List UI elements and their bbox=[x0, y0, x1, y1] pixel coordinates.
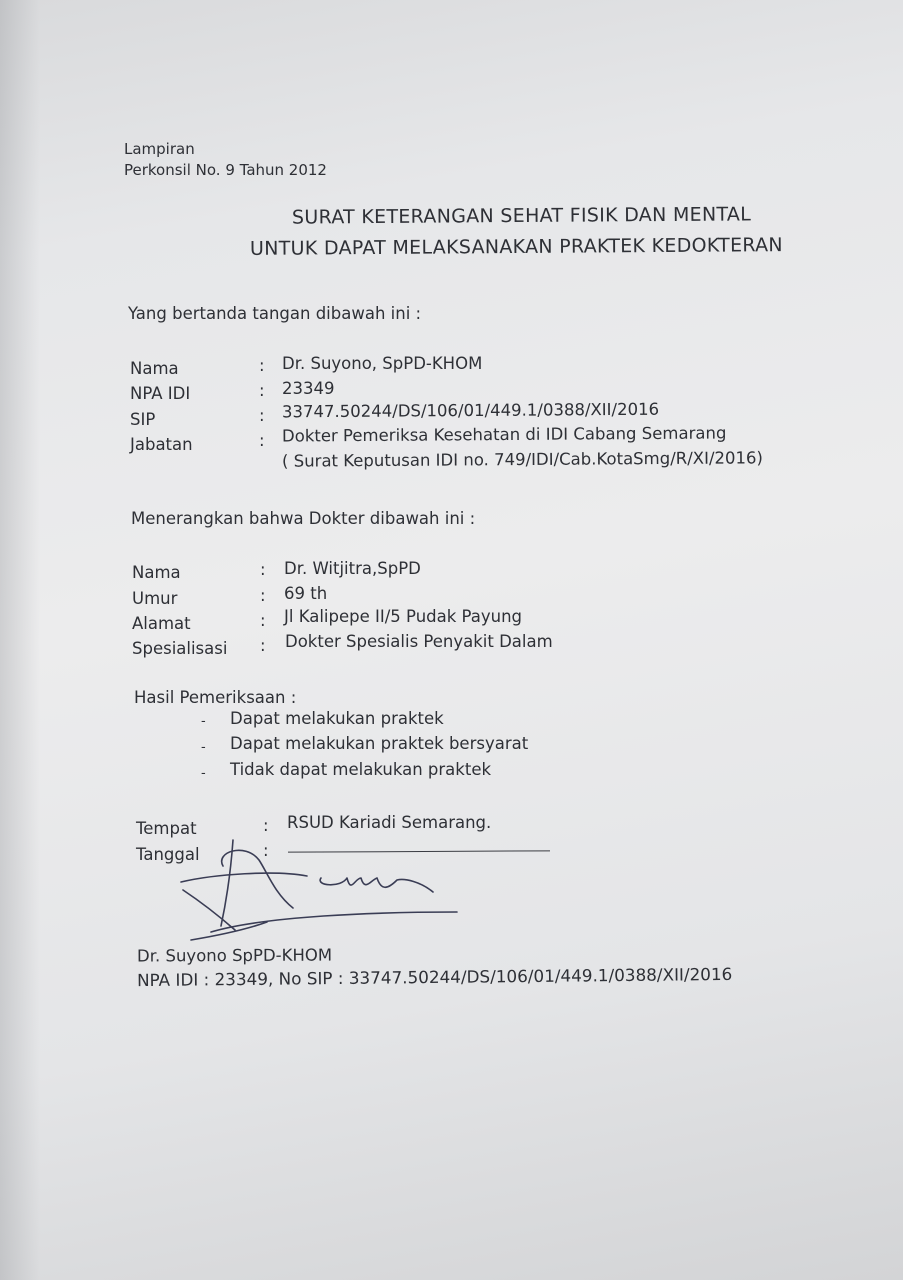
hasil-label: Hasil Pemeriksaan : bbox=[134, 688, 297, 707]
subject-alamat-colon: : bbox=[260, 611, 266, 630]
footer-signer-ids: NPA IDI : 23349, No SIP : 33747.50244/DS/106/01/449.1/0388/XII/2016 bbox=[136, 963, 733, 991]
tempat-colon: : bbox=[263, 816, 269, 835]
subject-umur-label: Umur bbox=[132, 589, 178, 608]
hasil-bullet: - bbox=[201, 714, 206, 729]
hasil-item: Dapat melakukan praktek bbox=[230, 709, 444, 728]
signer-npa-colon: : bbox=[259, 381, 265, 400]
subject-nama-value: Dr. Witjitra,SpPD bbox=[284, 559, 421, 578]
subject-spesialisasi-label: Spesialisasi bbox=[132, 639, 228, 658]
signer-nama-label: Nama bbox=[130, 359, 179, 378]
header-perkonsil: Perkonsil No. 9 Tahun 2012 bbox=[124, 161, 327, 179]
signer-sip-label: SIP bbox=[130, 410, 156, 429]
signer-jabatan-label: Jabatan bbox=[130, 435, 193, 454]
tempat-value: RSUD Kariadi Semarang. bbox=[287, 813, 492, 832]
signer-jabatan-value: Dokter Pemeriksa Kesehatan di IDI Cabang Semarang bbox=[281, 423, 727, 446]
subject-alamat-value: Jl Kalipepe II/5 Pudak Payung bbox=[284, 607, 523, 626]
tempat-label: Tempat bbox=[136, 819, 197, 838]
tanggal-label: Tanggal bbox=[136, 845, 200, 864]
signer-sip-value: 33747.50244/DS/106/01/449.1/0388/XII/2016 bbox=[281, 399, 660, 422]
signer-npa-value: 23349 bbox=[282, 379, 335, 398]
subject-nama-label: Nama bbox=[132, 563, 181, 582]
hasil-bullet: - bbox=[201, 740, 206, 755]
page-shadow bbox=[0, 0, 40, 1280]
signer-npa-label: NPA IDI bbox=[130, 384, 191, 403]
signer-nama-value: Dr. Suyono, SpPD-KHOM bbox=[282, 354, 483, 373]
header-lampiran: Lampiran bbox=[124, 140, 195, 158]
hasil-item: Dapat melakukan praktek bersyarat bbox=[230, 734, 529, 753]
signer-sip-colon: : bbox=[259, 406, 265, 425]
tanggal-colon: : bbox=[263, 841, 269, 860]
footer-signer-name: Dr. Suyono SpPD-KHOM bbox=[136, 945, 333, 966]
subject-spesialisasi-colon: : bbox=[260, 636, 266, 655]
hasil-item: Tidak dapat melakukan praktek bbox=[230, 760, 492, 779]
subject-umur-value: 69 th bbox=[284, 584, 328, 603]
subject-alamat-label: Alamat bbox=[132, 614, 191, 633]
signer-nama-colon: : bbox=[259, 356, 265, 375]
statement-text: Menerangkan bahwa Dokter dibawah ini : bbox=[131, 509, 476, 528]
signature-scribble bbox=[175, 838, 475, 958]
subject-nama-colon: : bbox=[260, 560, 266, 579]
subject-umur-colon: : bbox=[260, 586, 266, 605]
subject-spesialisasi-value: Dokter Spesialis Penyakit Dalam bbox=[285, 632, 553, 651]
signer-jabatan-note: ( Surat Keputusan IDI no. 749/IDI/Cab.KotaSmg/R/XI/2016) bbox=[281, 448, 763, 471]
signer-jabatan-colon: : bbox=[259, 431, 265, 450]
document-title-line2: UNTUK DAPAT MELAKSANAKAN PRAKTEK KEDOKTERAN bbox=[249, 234, 783, 260]
document-title-line1: SURAT KETERANGAN SEHAT FISIK DAN MENTAL bbox=[291, 203, 752, 229]
hasil-bullet: - bbox=[201, 766, 206, 781]
intro-text: Yang bertanda tangan dibawah ini : bbox=[128, 304, 422, 323]
